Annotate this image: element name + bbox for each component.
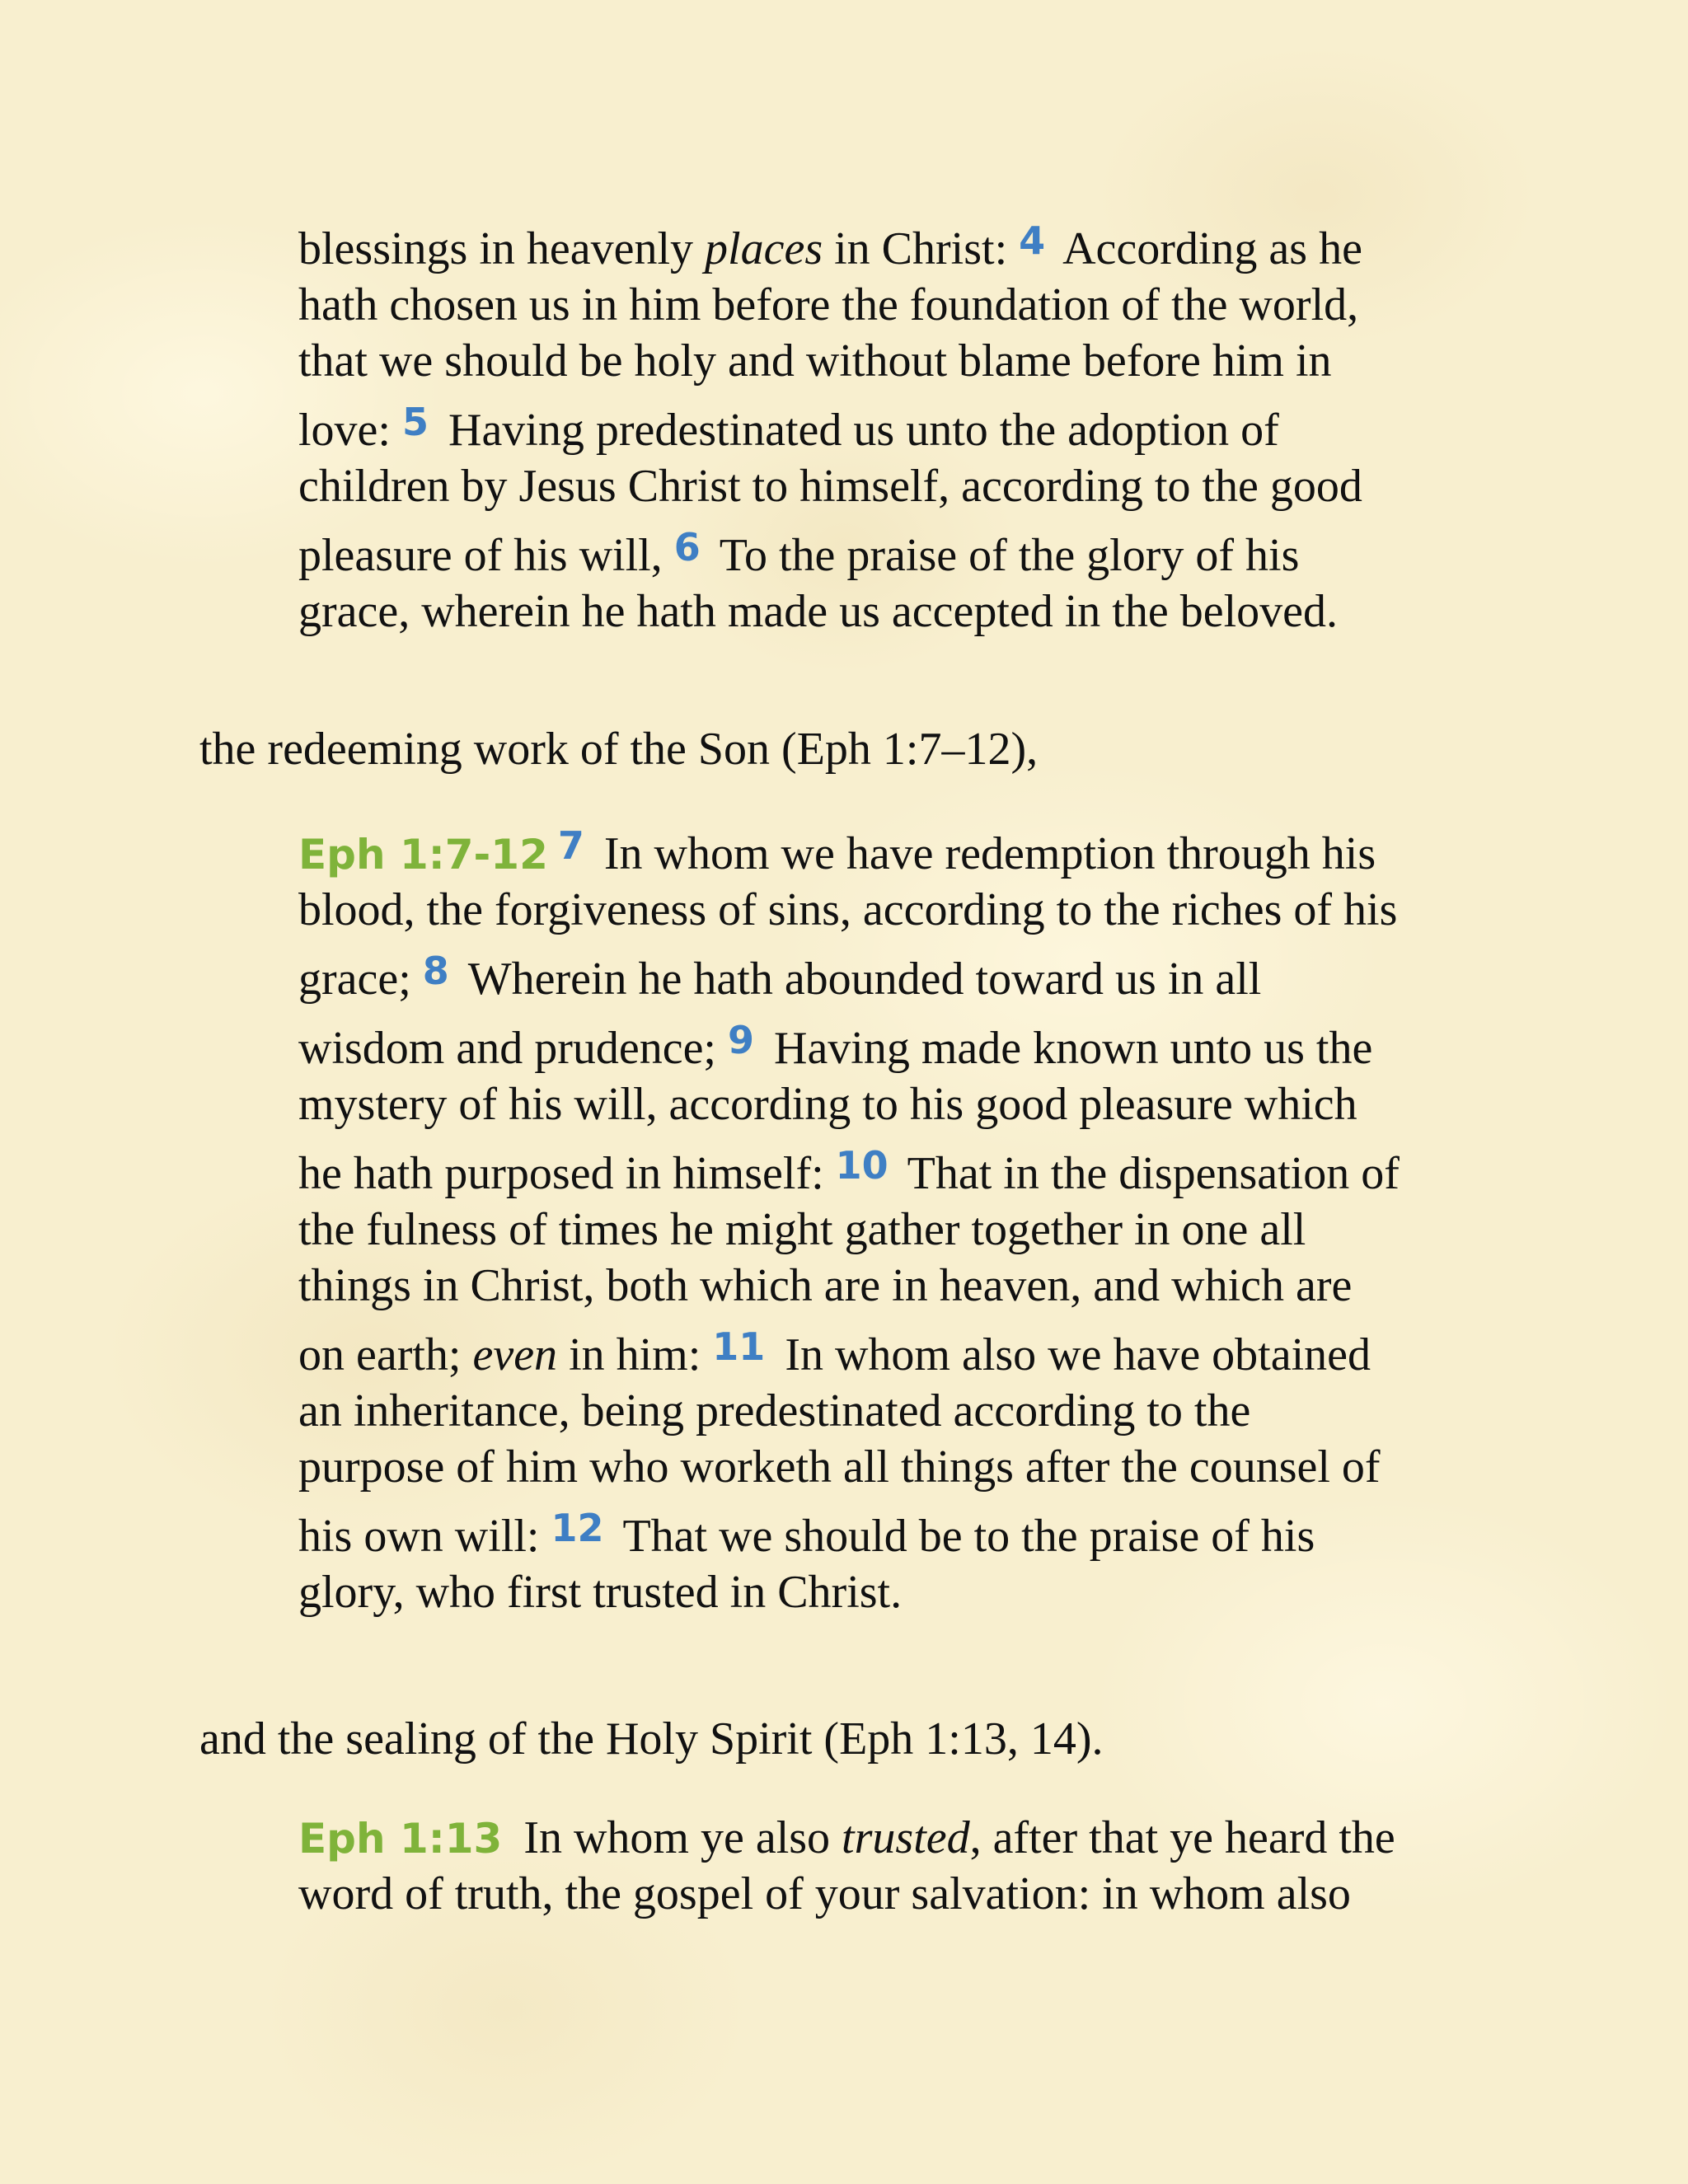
verse-number-6: 6: [673, 525, 701, 569]
scripture-line: an inheritance, being predestinated according to the: [298, 1385, 1251, 1436]
verse-number-5: 5: [401, 400, 429, 444]
scripture-line: his own will: $^{12}$ That we should be to the praise of his: [298, 1506, 1315, 1562]
scripture-line: love: $^5$ Having predestinated us unto the adoption of: [298, 400, 1279, 456]
italic-word: trusted: [842, 1812, 970, 1863]
scripture-block-eph-1-3-6: [298, 208, 1498, 640]
scripture-line: children by Jesus Christ to himself, according to the good: [298, 461, 1362, 512]
scripture-block-eph-1-13: [298, 1797, 1498, 1922]
scripture-line: things in Christ, both which are in heaven, and which are: [298, 1260, 1353, 1311]
scripture-line: glory, who first trusted in Christ.: [298, 1567, 903, 1618]
scripture-line: he hath purposed in himself: $^{10}$ That in the dispensation of: [298, 1143, 1400, 1199]
scripture-line: mystery of his will, according to his good pleasure which: [298, 1079, 1357, 1130]
scripture-line: blessings in heavenly places in Christ: $^4$ According as he: [298, 218, 1362, 274]
italic-word: places: [705, 223, 823, 274]
scripture-line: the fulness of times he might gather together in one all: [298, 1204, 1306, 1255]
scripture-reference: Eph 1:13: [298, 1815, 503, 1863]
italic-word: even: [472, 1329, 558, 1380]
scripture-block-eph-1-7-12: [298, 813, 1498, 1620]
scripture-line: pleasure of his will, $^6$ To the praise of the glory of his: [298, 525, 1300, 581]
verse-number-10: 10: [835, 1143, 889, 1188]
scripture-line: blood, the forgiveness of sins, according to the riches of his: [298, 884, 1398, 935]
scripture-line: grace; $^8$ Wherein he hath abounded toward us in all: [298, 949, 1262, 1005]
scripture-line: word of truth, the gospel of your salvation: in whom also: [298, 1868, 1351, 1919]
scripture-line: Eph 1:7-12 $^7$ In whom we have redemption through his: [298, 823, 1376, 879]
scripture-line: Eph 1:13 In whom ye also trusted, after that ye heard the: [298, 1812, 1395, 1863]
scripture-line: hath chosen us in him before the foundation of the world,: [298, 279, 1359, 330]
narrative-line-redeeming-work: the redeeming work of the Son (Eph 1:7–12),: [199, 724, 1039, 775]
verse-number-8: 8: [422, 949, 449, 993]
verse-number-11: 11: [712, 1324, 766, 1369]
scripture-line: purpose of him who worketh all things after the counsel of: [298, 1441, 1381, 1493]
narrative-line-sealing: and the sealing of the Holy Spirit (Eph 1:13, 14).: [199, 1713, 1104, 1765]
scripture-line: on earth; even in him: $^{11}$ In whom also we have obtained: [298, 1324, 1372, 1380]
scripture-line: grace, wherein he hath made us accepted in the beloved.: [298, 586, 1338, 637]
scripture-line: that we should be holy and without blame before him in: [298, 335, 1332, 387]
verse-number-4: 4: [1019, 218, 1046, 263]
verse-number-7: 7: [557, 823, 584, 868]
verse-number-12: 12: [551, 1506, 604, 1550]
verse-number-9: 9: [727, 1018, 754, 1062]
scripture-reference: Eph 1:7-12: [298, 831, 548, 879]
scripture-line: wisdom and prudence; $^9$ Having made known unto us the: [298, 1018, 1373, 1074]
